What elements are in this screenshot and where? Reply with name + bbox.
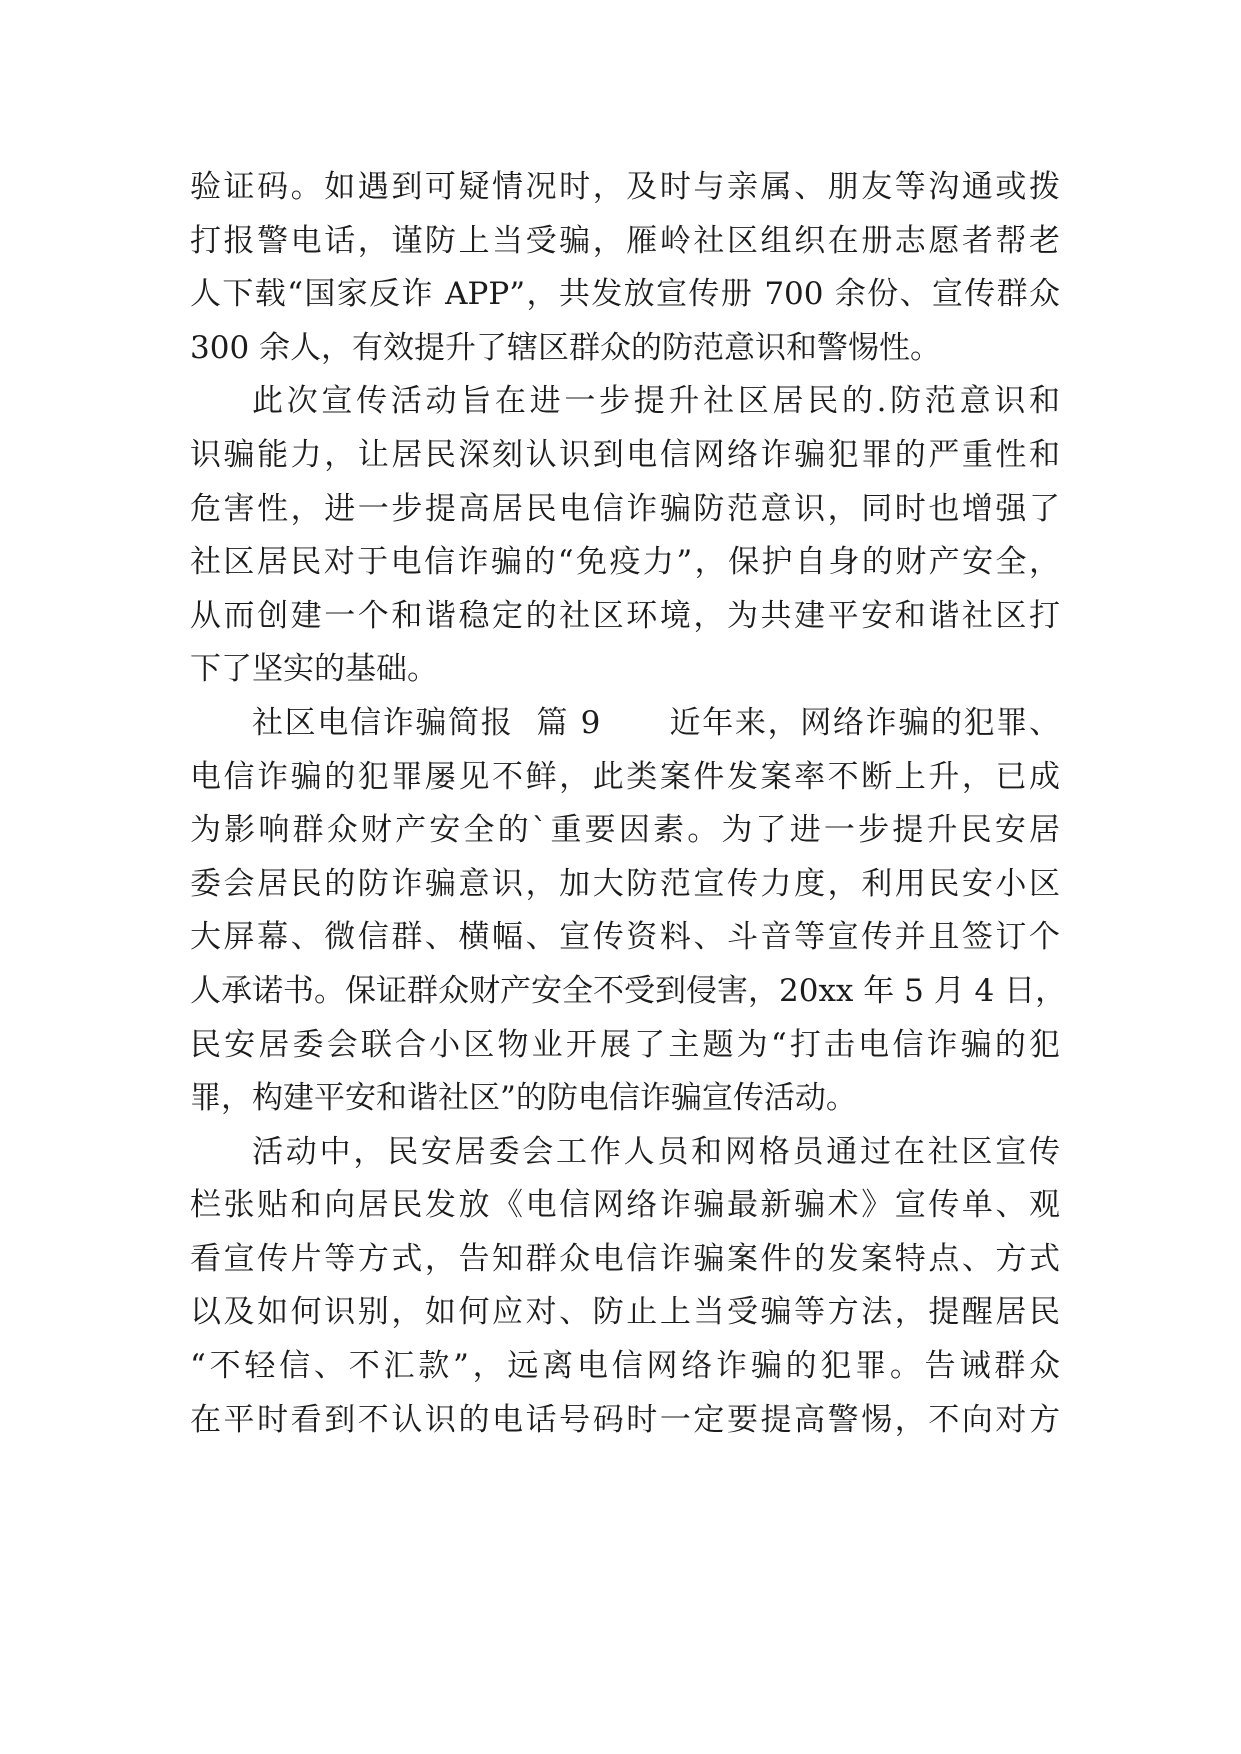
text-line: 看宣传片等方式，告知群众电信诈骗案件的发案特点、方式 — [190, 1240, 1060, 1277]
text-line: 打报警电话，谨防上当受骗，雁岭社区组织在册志愿者帮老 — [190, 222, 1060, 259]
text-line: 为影响群众财产安全的`重要因素。为了进一步提升民安居 — [190, 812, 1060, 849]
text-line: 活动中，民安居委会工作人员和网格员通过在社区宣传 — [252, 1133, 1060, 1170]
text-line: 罪，构建平安和谐社区”的防电信诈骗宣传活动。 — [190, 1080, 857, 1117]
document-body — [190, 161, 1067, 1447]
text-line: 以及如何识别，如何应对、防止上当受骗等方法，提醒居民 — [190, 1294, 1060, 1331]
text-line: 300 余人，有效提升了辖区群众的防范意识和警惕性。 — [190, 329, 942, 366]
text-line: “不轻信、不汇款”，远离电信网络诈骗的犯罪。告诫群众 — [190, 1348, 1060, 1385]
text-line: 危害性，进一步提高居民电信诈骗防范意识，同时也增强了 — [190, 490, 1060, 527]
text-line: 识骗能力，让居民深刻认识到电信网络诈骗犯罪的严重性和 — [190, 436, 1060, 473]
text-line: 电信诈骗的犯罪屡见不鲜，此类案件发案率不断上升，已成 — [190, 758, 1060, 795]
text-line: 人下载“国家反诈 APP”，共发放宣传册 700 余份、宣传群众 — [190, 276, 1060, 313]
text-line: 社区居民对于电信诈骗的“免疫力”，保护自身的财产安全， — [190, 544, 1060, 581]
text-line: 此次宣传活动旨在进一步提升社区居民的.防范意识和 — [252, 383, 1060, 420]
text-line: 委会居民的防诈骗意识，加大防范宣传力度，利用民安小区 — [190, 865, 1060, 902]
text-line: 民安居委会联合小区物业开展了主题为“打击电信诈骗的犯 — [190, 1026, 1060, 1063]
text-line: 从而创建一个和谐稳定的社区环境，为共建平安和谐社区打 — [190, 597, 1060, 634]
text-line: 大屏幕、微信群、横幅、宣传资料、斗音等宣传并且签订个 — [190, 919, 1060, 956]
text-line: 验证码。如遇到可疑情况时，及时与亲属、朋友等沟通或拨 — [190, 169, 1060, 205]
text-line: 社区电信诈骗简报 篇 9 近年来，网络诈骗的犯罪、 — [252, 704, 1060, 741]
text-line: 在平时看到不认识的电话号码时一定要提高警惕，不向对方 — [190, 1401, 1060, 1438]
text-line: 栏张贴和向居民发放《电信网络诈骗最新骗术》宣传单、观 — [190, 1187, 1060, 1224]
text-line: 下了坚实的基础。 — [190, 651, 438, 688]
text-line: 人承诺书。保证群众财产安全不受到侵害，20xx 年 5 月 4 日， — [190, 972, 1067, 1009]
